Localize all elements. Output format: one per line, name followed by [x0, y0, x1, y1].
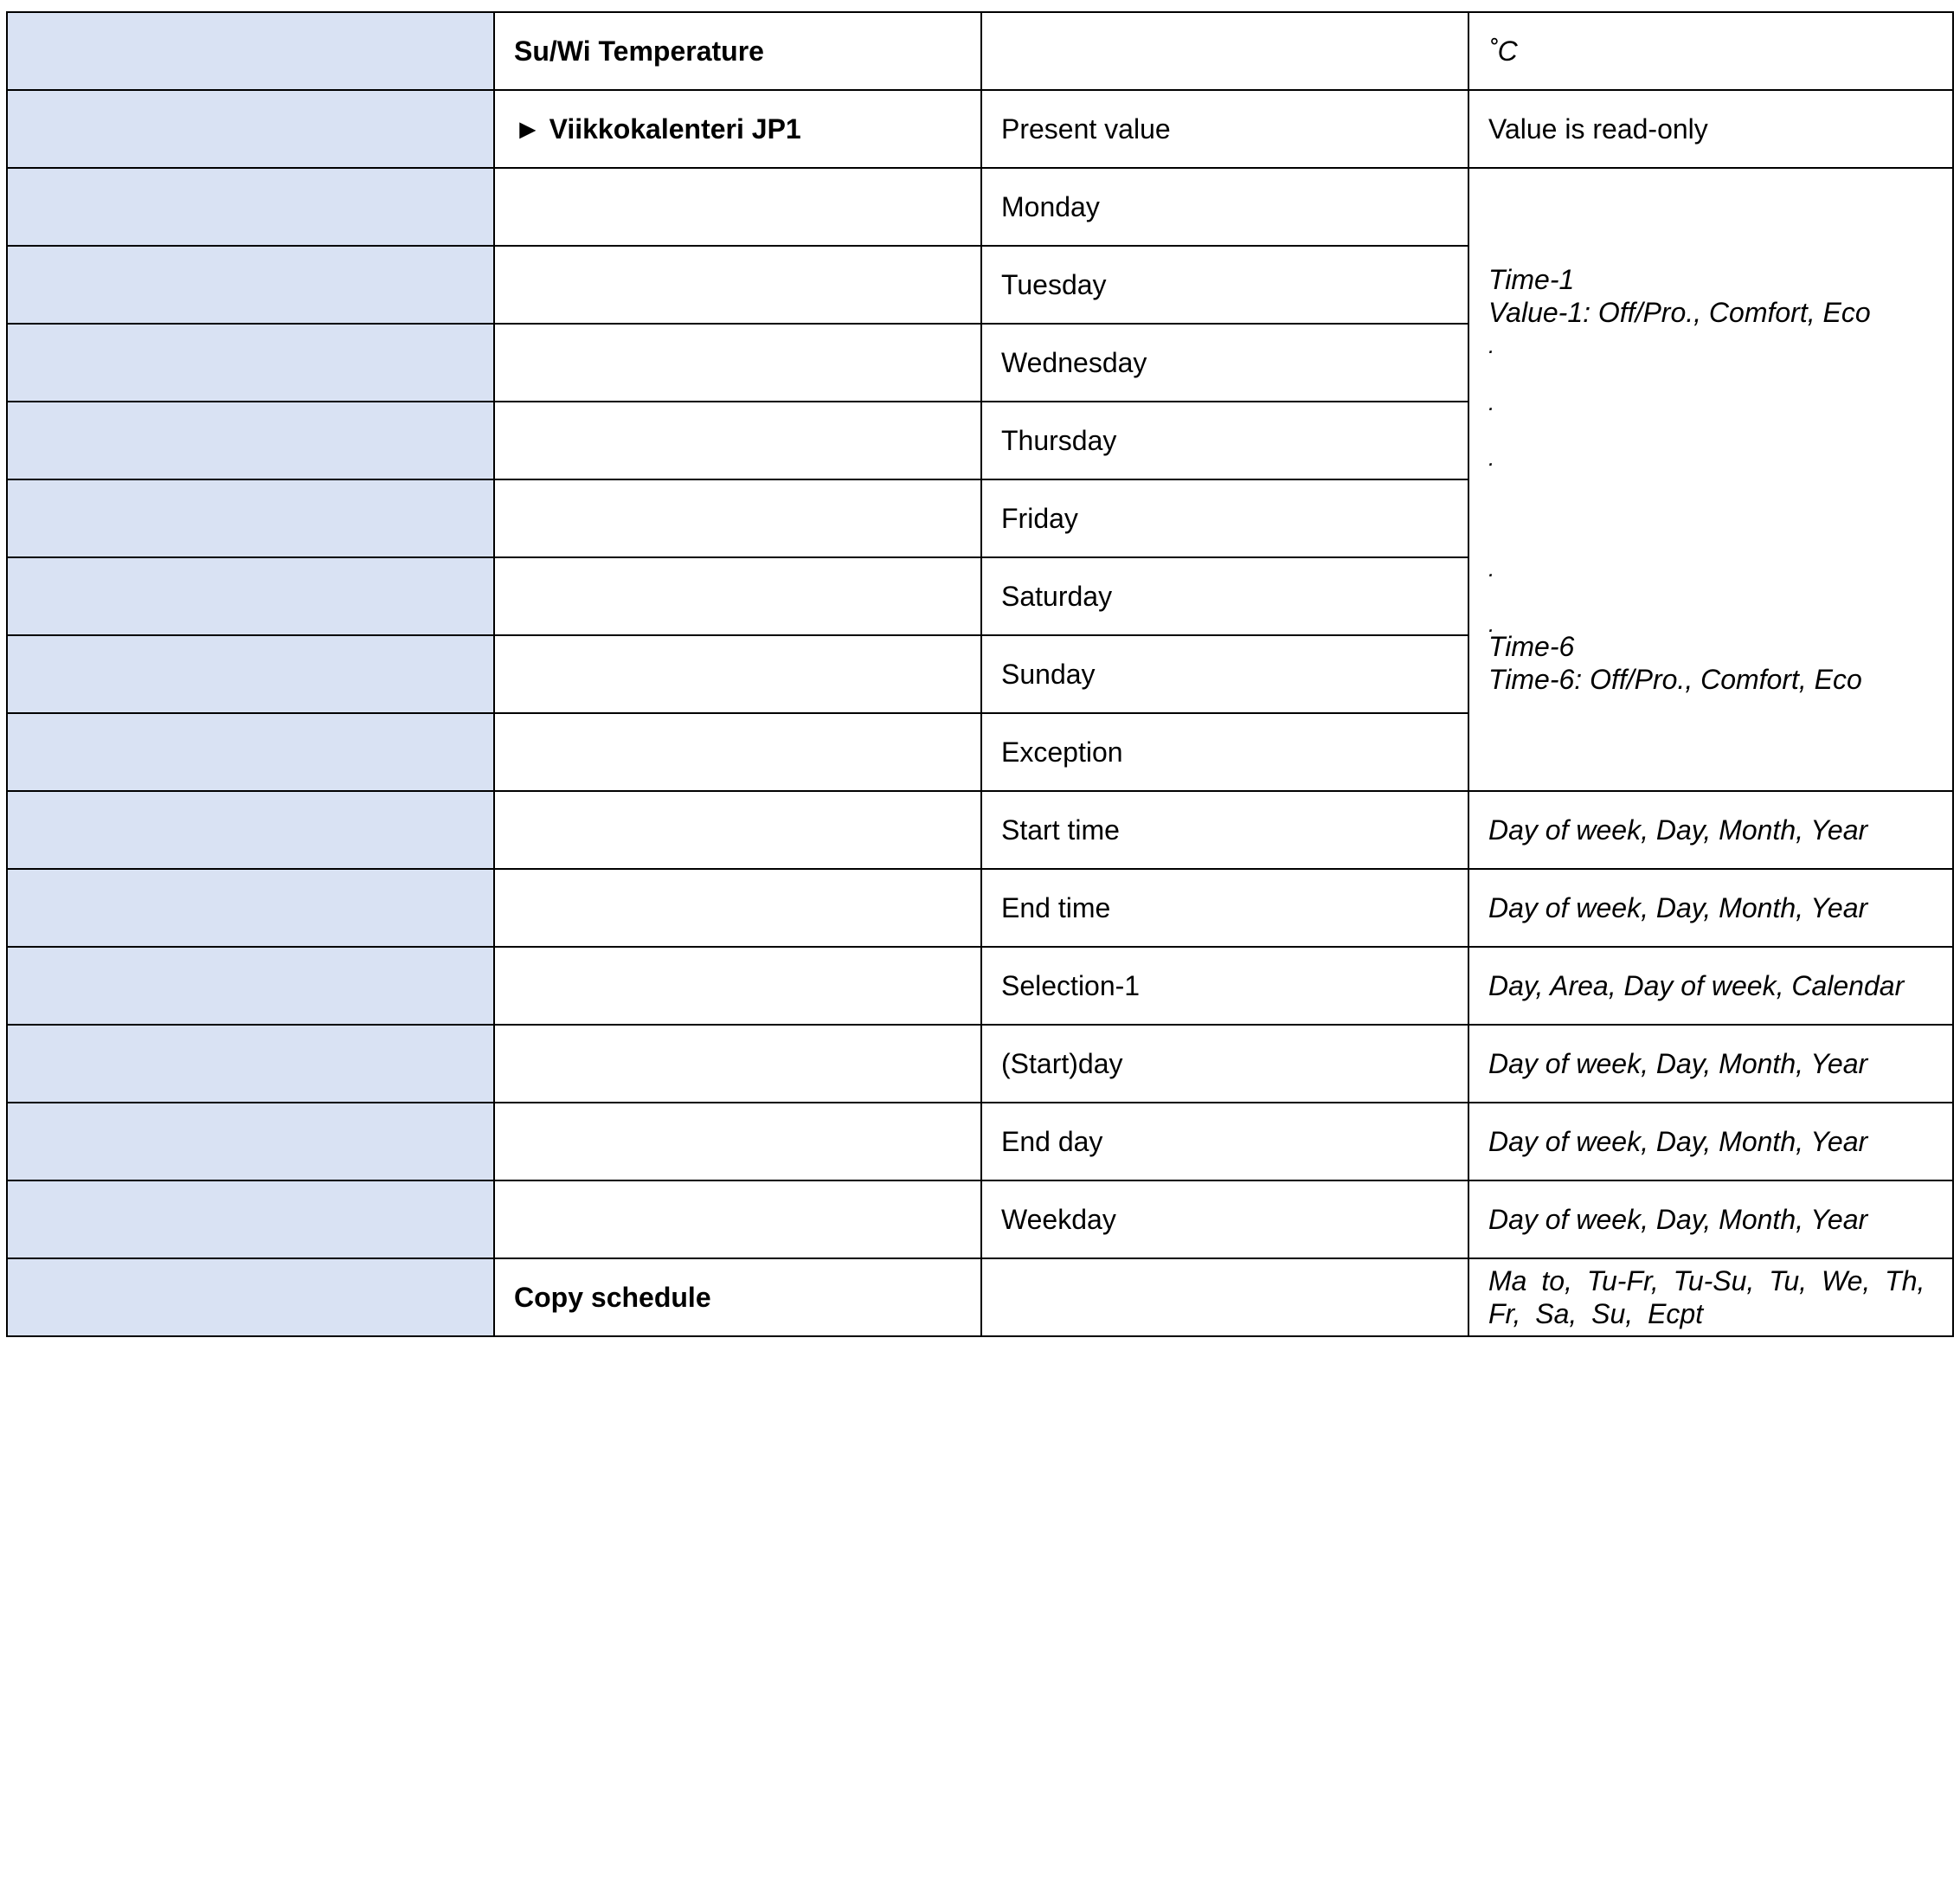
table-row: [7, 90, 1953, 168]
sub-parameter: Thursday: [981, 402, 1468, 479]
value-range: Day of week, Day, Month, Year: [1468, 869, 1953, 947]
parameter-name: [494, 791, 981, 869]
schedule-ellipsis-dot: .: [1488, 332, 1495, 358]
parameter-name: [494, 246, 981, 324]
parameter-name: [494, 168, 981, 246]
sub-parameter: Selection-1: [981, 947, 1468, 1025]
schedule-ellipsis-dot: .: [1488, 389, 1495, 415]
parameter-name: [494, 402, 981, 479]
sub-parameter: [981, 12, 1468, 90]
row-header-cell: [7, 947, 494, 1025]
row-header-cell: [7, 324, 494, 402]
schedule-value-cell: [1468, 168, 1953, 791]
sub-parameter: (Start)day: [981, 1025, 1468, 1103]
parameter-name: [494, 1025, 981, 1103]
row-header-cell: [7, 635, 494, 713]
table-row: [7, 1258, 1953, 1336]
table-row: [7, 168, 1953, 246]
table-row: [7, 12, 1953, 90]
parameter-name: [494, 479, 981, 557]
row-header-cell: [7, 869, 494, 947]
schedule-time-1: Time-1: [1488, 264, 1575, 295]
parameter-name: ► Viikkokalenteri JP1: [494, 90, 981, 168]
sub-parameter: Exception: [981, 713, 1468, 791]
parameter-table: [6, 11, 1954, 1337]
parameter-name: Su/Wi Temperature: [494, 12, 981, 90]
parameter-name: [494, 635, 981, 713]
sub-parameter: [981, 1258, 1468, 1336]
row-header-cell: [7, 713, 494, 791]
parameter-name: [494, 324, 981, 402]
sub-parameter: Weekday: [981, 1180, 1468, 1258]
parameter-name: [494, 947, 981, 1025]
row-header-cell: [7, 1103, 494, 1180]
table-row: [7, 1180, 1953, 1258]
sub-parameter: Wednesday: [981, 324, 1468, 402]
row-header-cell: [7, 479, 494, 557]
parameter-name: [494, 1180, 981, 1258]
sub-parameter: Saturday: [981, 557, 1468, 635]
schedule-value-6: Time-6: Off/Pro., Comfort, Eco: [1488, 664, 1862, 695]
value-range: Value is read-only: [1468, 90, 1953, 168]
row-header-cell: [7, 12, 494, 90]
sub-parameter: Friday: [981, 479, 1468, 557]
row-header-cell: [7, 246, 494, 324]
parameter-name: [494, 1103, 981, 1180]
value-range: Day of week, Day, Month, Year: [1468, 1180, 1953, 1258]
parameter-name: [494, 869, 981, 947]
sub-parameter: Tuesday: [981, 246, 1468, 324]
value-range: Day of week, Day, Month, Year: [1468, 1103, 1953, 1180]
schedule-time-6: Time-6: [1488, 631, 1575, 662]
value-range: Day of week, Day, Month, Year: [1468, 791, 1953, 869]
schedule-value-1: Value-1: Off/Pro., Comfort, Eco: [1488, 297, 1871, 328]
row-header-cell: [7, 168, 494, 246]
row-header-cell: [7, 402, 494, 479]
schedule-ellipsis-dot: .: [1488, 611, 1495, 637]
sub-parameter: End time: [981, 869, 1468, 947]
parameter-name: [494, 557, 981, 635]
table-row: [7, 1103, 1953, 1180]
value-range: ˚C: [1468, 12, 1953, 90]
sub-parameter: Sunday: [981, 635, 1468, 713]
sub-parameter: End day: [981, 1103, 1468, 1180]
parameter-name: [494, 713, 981, 791]
row-header-cell: [7, 90, 494, 168]
table-row: [7, 869, 1953, 947]
table-row: [7, 947, 1953, 1025]
schedule-ellipsis-dot: .: [1488, 445, 1495, 471]
value-range: Ma to, Tu-Fr, Tu-Su, Tu, We, Th, Fr, Sa, Su, Ecpt: [1468, 1258, 1953, 1336]
row-header-cell: [7, 1025, 494, 1103]
row-header-cell: [7, 1258, 494, 1336]
table-row: [7, 1025, 1953, 1103]
sub-parameter: Monday: [981, 168, 1468, 246]
sub-parameter: Start time: [981, 791, 1468, 869]
sub-parameter: Present value: [981, 90, 1468, 168]
schedule-ellipsis-dot: .: [1488, 556, 1495, 582]
value-range: Day, Area, Day of week, Calendar: [1468, 947, 1953, 1025]
row-header-cell: [7, 791, 494, 869]
row-header-cell: [7, 1180, 494, 1258]
parameter-name: Copy schedule: [494, 1258, 981, 1336]
row-header-cell: [7, 557, 494, 635]
value-range: Day of week, Day, Month, Year: [1468, 1025, 1953, 1103]
table-row: [7, 791, 1953, 869]
